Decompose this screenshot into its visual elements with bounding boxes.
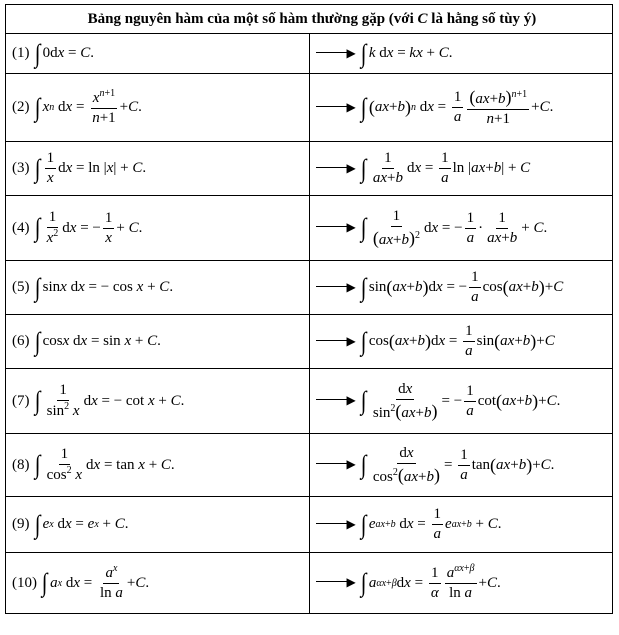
basic-formula-cell: (6) ∫ cos x d x = sin x + C . [6, 315, 310, 369]
extended-formula-cell: ▶ ∫ ( ax + b ) n d x = $\frac{1}{a}$ $\frac{(ax+b)^{n+1}}{n+1}$ + C . [309, 74, 613, 142]
basic-formula-cell: (8) ∫ $\frac{1}{\cos^2 x}$ d x = tan x + C . [6, 434, 310, 497]
arrow-icon: ▶ [316, 457, 357, 473]
extended-formula-cell: ▶ ∫ e ax+b d x = $\frac{1}{a}$ e ax+b + C . [309, 497, 613, 553]
arrow-icon: ▶ [316, 334, 357, 350]
table-row [6, 497, 613, 553]
basic-formula-cell: (3) ∫ $\frac{1}{x}$ d x = ln | x | + C . [6, 142, 310, 196]
arrow-icon: ▶ [316, 393, 357, 409]
extended-formula-cell: ▶ ∫ $\frac{dx}{\sin^2(ax+b)}$ = − $\frac{1}{a}$ cot ( ax + b ) + C . [309, 369, 613, 434]
basic-formula-cell: (10) ∫ a x d x = $\frac{a^x}{\text{ln a}}$ + C . [6, 553, 310, 614]
extended-formula-cell: ▶ ∫ a αx+β d x = $\frac{1}{\alpha}$ $\frac{a^{\alpha x+\beta}}{\text{ln a}}$ + C . [309, 553, 613, 614]
antiderivative-table [5, 4, 613, 614]
extended-formula-cell: ▶ ∫ k d x = kx + C . [309, 34, 613, 74]
table-row [6, 553, 613, 614]
extended-formula-cell: ▶ ∫ $\frac{1}{ax+b}$ d x = $\frac{1}{a}$ ln | ax + b | + C [309, 142, 613, 196]
table-row [6, 369, 613, 434]
basic-formula-cell: (4) ∫ $\frac{1}{x^2}$ d x = − $\frac{1}{x}$ + C . [6, 196, 310, 261]
arrow-icon: ▶ [316, 280, 357, 296]
basic-formula-cell: (2) ∫ x n d x = $\frac{x^{n+1}}{n+1}$ + C . [6, 74, 310, 142]
arrow-icon: ▶ [316, 517, 357, 533]
table-row [6, 142, 613, 196]
table-row [6, 196, 613, 261]
basic-formula-cell: (9) ∫ e x d x = e x + C . [6, 497, 310, 553]
table-row [6, 34, 613, 74]
arrow-icon: ▶ [316, 100, 357, 116]
table-title: Bảng nguyên hàm của một số hàm thường gặp (với C là hằng số tùy ý) [6, 5, 613, 34]
extended-formula-cell: ▶ ∫ $\frac{1}{(ax+b)^2}$ d x = − $\frac{1}{a}$ · $\frac{1}{ax+b}$ + C . [309, 196, 613, 261]
arrow-icon: ▶ [316, 46, 357, 62]
extended-formula-cell: ▶ ∫ $\frac{dx}{\cos^2(ax+b)}$ = $\frac{1}{a}$ tan ( ax + b ) + C . [309, 434, 613, 497]
table-row [6, 261, 613, 315]
table-row [6, 74, 613, 142]
table-row [6, 315, 613, 369]
basic-formula-cell: (1) ∫ 0d x = C . [6, 34, 310, 74]
extended-formula-cell: ▶ ∫ sin ( ax + b ) d x = − $\frac{1}{a}$ cos ( ax + b ) + C [309, 261, 613, 315]
table-row [6, 434, 613, 497]
extended-formula-cell: ▶ ∫ cos ( ax + b ) d x = $\frac{1}{a}$ sin ( ax + b ) + C [309, 315, 613, 369]
arrow-icon: ▶ [316, 220, 357, 236]
arrow-icon: ▶ [316, 575, 357, 591]
basic-formula-cell: (7) ∫ $\frac{1}{\sin^2 x}$ d x = − cot x + C . [6, 369, 310, 434]
basic-formula-cell: (5) ∫ sin x d x = − cos x + C . [6, 261, 310, 315]
arrow-icon: ▶ [316, 161, 357, 177]
